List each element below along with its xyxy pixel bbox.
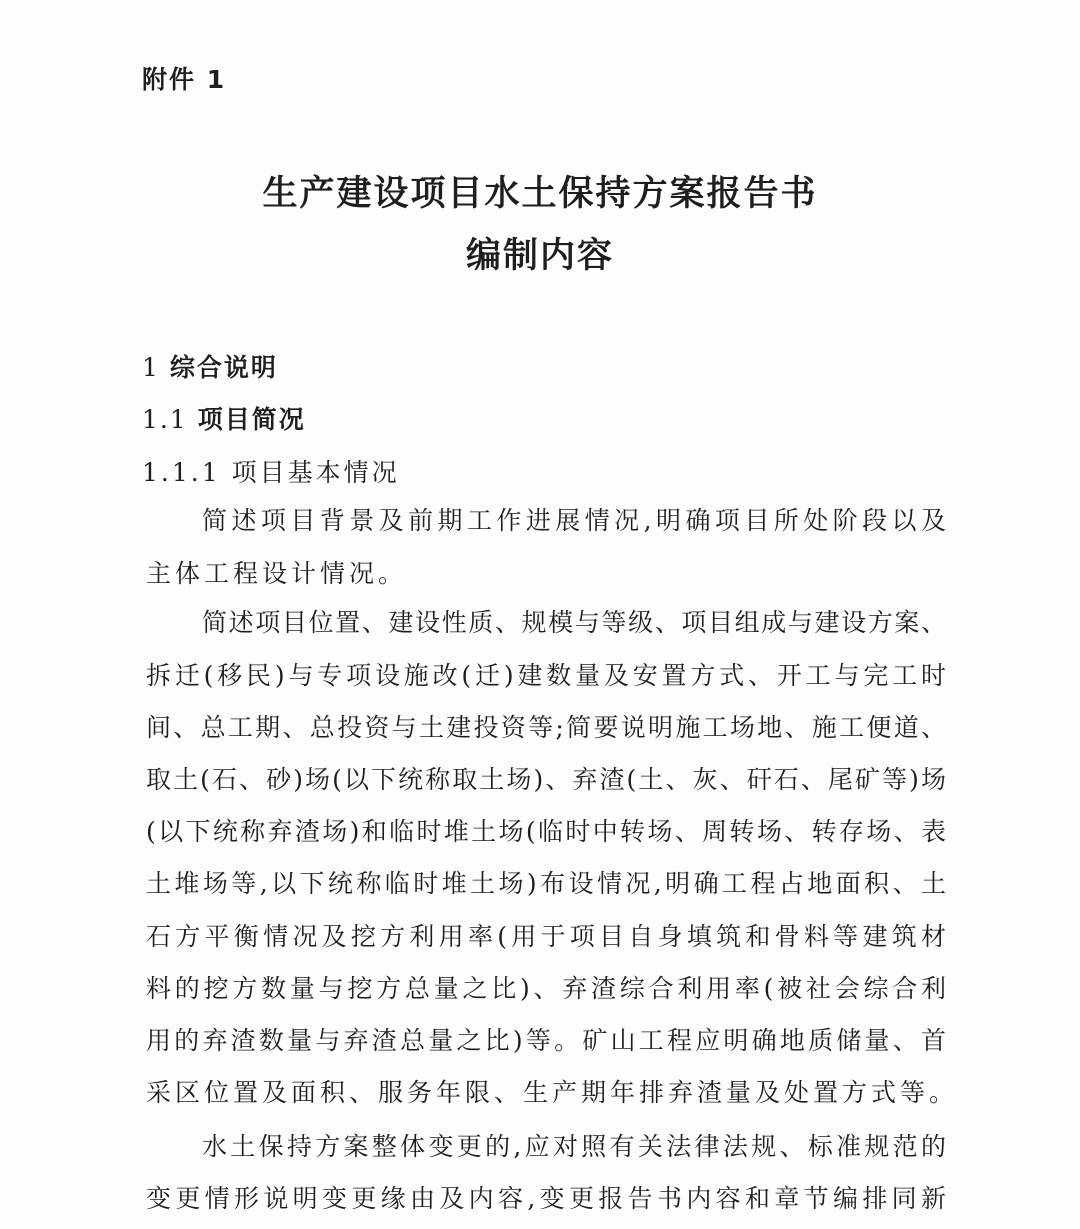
paragraph-2-line-3: 间、总工期、总投资与土建投资等;简要说明施工场地、施工便道、: [146, 713, 946, 742]
document-title-line-2: 编制内容: [465, 236, 614, 276]
paragraph-2-line-9: 用的弃渣数量与弃渣总量之比)等。矿山工程应明确地质储量、首: [146, 1026, 946, 1055]
paragraph-2-line-6: 土堆场等,以下统称临时堆土场)布设情况,明确工程占地面积、土: [146, 869, 946, 898]
paragraph-2-line-10: 采区位置及面积、服务年限、生产期年排弃渣量及处置方式等。: [146, 1078, 959, 1107]
paragraph-1-line-2: 主体工程设计情况。: [146, 559, 408, 588]
attachment-label: 附件 1: [142, 65, 227, 94]
paragraph-3-line-2: 变更情形说明变更缘由及内容,变更报告书内容和章节编排同新: [146, 1184, 946, 1213]
paragraph-3-line-1: 水土保持方案整体变更的,应对照有关法律法规、标准规范的: [202, 1132, 946, 1161]
section-number: 1.1: [142, 405, 198, 434]
section-title: 项目基本情况: [231, 458, 400, 487]
section-title: 项目简况: [197, 405, 306, 434]
paragraph-2-line-8: 料的挖方数量与挖方总量之比)、弃渣综合利用率(被社会综合利: [146, 974, 946, 1003]
paragraph-2-line-4: 取土(石、砂)场(以下统称取土场)、弃渣(土、灰、矸石、尾矿等)场: [146, 765, 946, 794]
paragraph-2-line-1: 简述项目位置、建设性质、规模与等级、项目组成与建设方案、: [202, 608, 946, 637]
paragraph-1-line-1: 简述项目背景及前期工作进展情况,明确项目所处阶段以及: [202, 506, 946, 535]
section-heading-1-1-1: [142, 453, 400, 489]
paragraph-2-line-7: 石方平衡情况及挖方利用率(用于项目自身填筑和骨料等建筑材: [146, 922, 946, 951]
section-title: 综合说明: [169, 353, 278, 382]
section-number: 1.1.1: [142, 458, 232, 487]
paragraph-2-line-2: 拆迁(移民)与专项设施改(迁)建数量及安置方式、开工与完工时: [146, 661, 946, 690]
section-heading-1: [142, 348, 278, 384]
paragraph-2-line-5: (以下统称弃渣场)和临时堆土场(临时中转场、周转场、转存场、表: [146, 817, 946, 846]
document-title-line-1: 生产建设项目水土保持方案报告书: [262, 174, 818, 214]
section-heading-1-1: [142, 400, 306, 436]
section-number: 1: [142, 353, 170, 382]
